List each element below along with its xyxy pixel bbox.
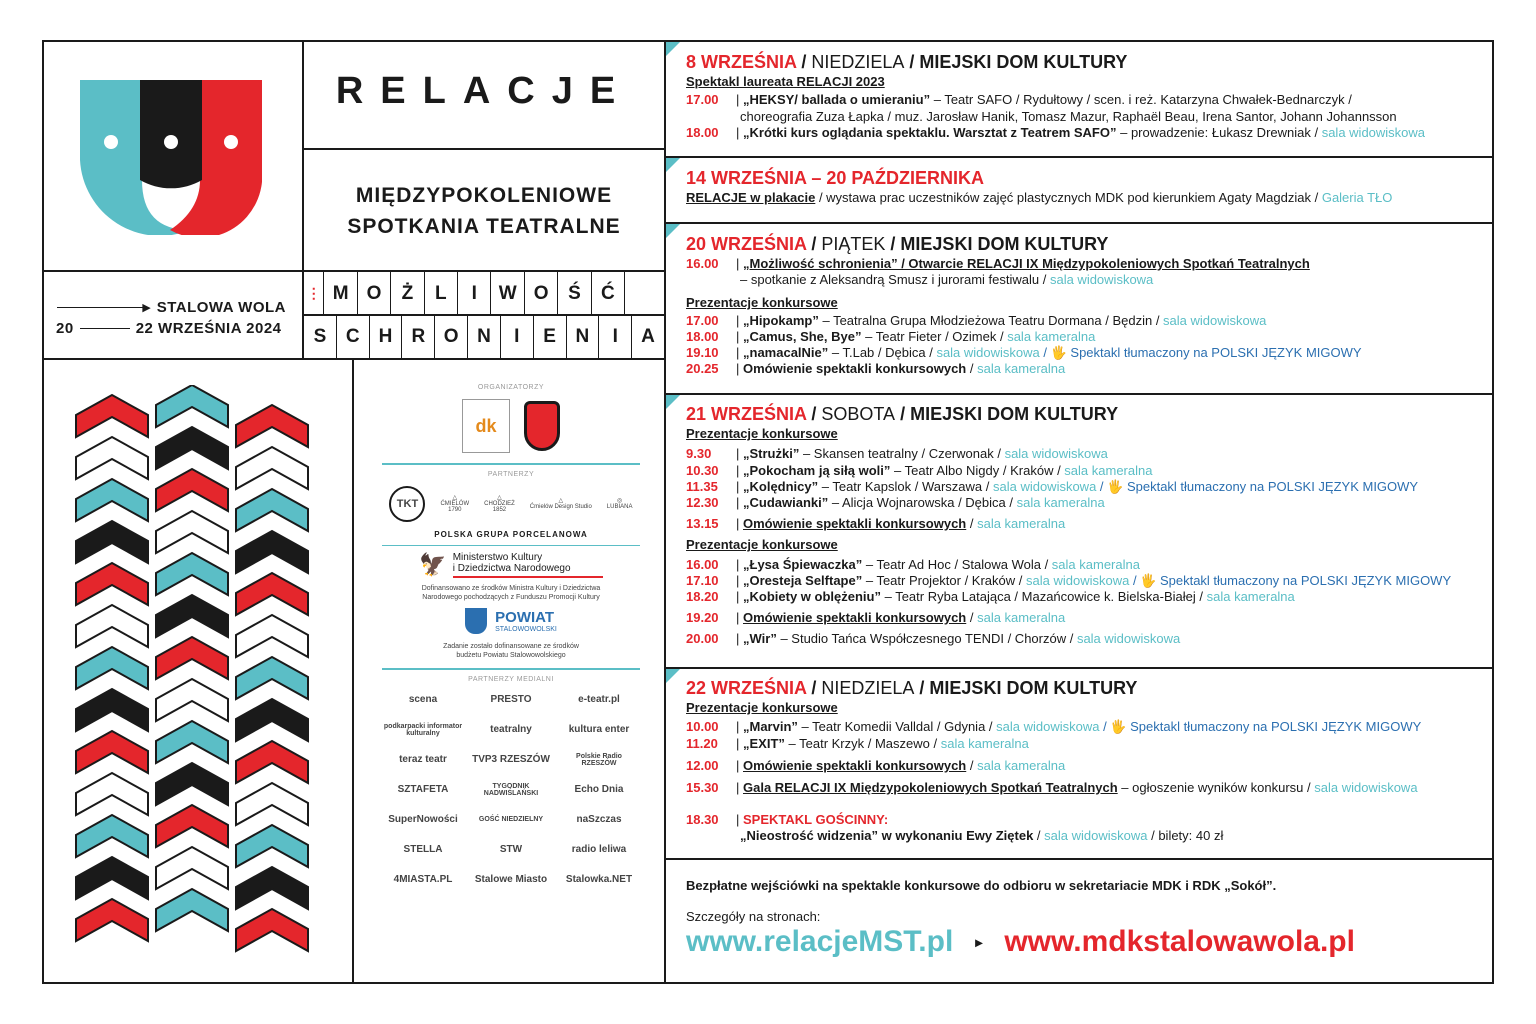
motto-grid (304, 272, 664, 358)
house-shape (156, 427, 228, 469)
design-logo: △ Ćmielów Design Studio (529, 498, 592, 510)
house-shape (236, 783, 308, 825)
section-sep-22: 22 WRZEŚNIA / NIEDZIELA / MIEJSKI DOM KULTURY Prezentacje konkursowe 10.00 | „Marvin” – Teatr Komedii Valldal / Gdynia / sala widowiskowa / 🖐 Spektakl tłumaczony na POLSKI JĘZYK MIGOWY 11.20 | „EXIT” – Teatr Krzyk / Maszewo / sala kameralna 12.00 | Omówienie spektakli konkursowych / sala kameralna 15.30 | Gala RELACJI IX Międzypokoleniowych Spotkań Teatralnych – ogłoszenie wyników konkursu / sala widowiskowa 18.30 | SPEKTAKL GOŚCINNY: „Nieostrość widzenia” w wykonaniu Ewy Ziętek / sala widowiskowa / bilety: 40 zł (686, 680, 1486, 845)
section-sep-21: 21 WRZEŚNIA / SOBOTA / MIEJSKI DOM KULTURY Prezentacje konkursowe 9.30 | „Strużki” – Skansen teatralny / Czerwonak / sala widowiskowa 10.30 | „Pokocham ją siłą woli” – Teatr Albo Nigdy / Kraków / sala kameralna 11.35 | „Kolędnicy” – Teatr Kapslok / Warszawa / sala widowiskowa / 🖐 Spektakl tłumaczony na POLSKI JĘZYK MIGOWY 12.30 | „Cudawianki” – Alicja Wojnarowska / Dębica / sala kameralna 13.15 | Omówienie spektakli konkursowych / sala kameralna Prezentacje konkursowe 16.00 | „Łysa Śpiewaczka” – Teatr Ad Hoc / Stalowa Wola / sala kameralna 17.10 | „Oresteja Selftape” – Teatr Projektor / Kraków / sala widowiskowa / 🖐 Spektakl tłumaczony na POLSKI JĘZYK MIGOWY 18.20 | „Kobiety w oblężeniu” – Teatr Ryba Latająca / Mazańcowice k. Bielska-Białej / sala kameralna 19.20 | Omówienie spektakli konkursowych / sala kameralna 20.00 | „Wir” – Studio Tańca Współczesnego TENDI / Chorzów / sala widowiskowa (686, 406, 1486, 648)
media-partner-logo: teraz teatr (399, 754, 447, 765)
house-shape (156, 511, 228, 553)
event-row: 16.00 | „Łysa Śpiewaczka” – Teatr Ad Hoc / Stalowa Wola / sala kameralna (686, 556, 1140, 572)
house-shape (156, 805, 228, 847)
event-row: 9.30 | „Strużki” – Skansen teatralny / Czerwonak / sala widowiskowa (686, 446, 1108, 462)
event-row: 11.35 | „Kolędnicy” – Teatr Kapslok / Warszawa / sala widowiskowa / 🖐 Spektakl tłumaczony na POLSKI JĘZYK MIGOWY (686, 478, 1419, 494)
house-shape (76, 605, 148, 647)
house-shape (236, 657, 308, 699)
house-shape (156, 385, 228, 427)
event-row: 11.20 | „EXIT” – Teatr Krzyk / Maszewo / sala kameralna (686, 735, 1029, 751)
section-sep-14-oct-20: 14 WRZEŚNIA – 20 PAŹDZIERNIKA RELACJE w plakacie / wystawa prac uczestników zajęć plastycznych MDK pod kierunkiem Agaty Magdziak / Galeria TŁO (686, 168, 1393, 206)
house-shape (236, 741, 308, 783)
house-shape (76, 395, 148, 437)
house-shape (76, 689, 148, 731)
event-row: 18.20 | „Kobiety w oblężeniu” – Teatr Ryba Latająca / Mazańcowice k. Bielska-Białej / sala kameralna (686, 589, 1295, 605)
eagle-icon: 🦅 (419, 552, 447, 577)
powiat-crest-icon (465, 608, 487, 634)
house-shape (76, 857, 148, 899)
house-shape (76, 521, 148, 563)
event-row: 17.10 | „Oresteja Selftape” – Teatr Projektor / Kraków / sala widowiskowa / 🖐 Spektakl tłumaczony na POLSKI JĘZYK MIGOWY (686, 572, 1452, 588)
media-partner-logo: PRESTO (490, 694, 532, 705)
house-shape (236, 489, 308, 531)
house-shape (156, 721, 228, 763)
media-partner-logo: Echo Dnia (574, 784, 624, 795)
event-row: 19.10 | „namacalNie” – T.Lab / Dębica / sala widowiskowa / 🖐 Spektakl tłumaczony na POLSKI JĘZYK MIGOWY (686, 345, 1362, 361)
media-partner-logo: SZTAFETA (397, 784, 449, 795)
house-shape (156, 553, 228, 595)
event-row: 10.00 | „Marvin” – Teatr Komedii Valldal / Gdynia / sala widowiskowa / 🖐 Spektakl tłumaczony na POLSKI JĘZYK MIGOWY (686, 719, 1422, 735)
media-partner-logo: SuperNowości (388, 814, 458, 825)
house-shape (236, 615, 308, 657)
media-partner-logo: podkarpacki informator kulturalny (383, 722, 463, 737)
house-shape (236, 825, 308, 867)
house-shape (76, 479, 148, 521)
rdk-sokol-logo (524, 401, 560, 451)
festival-subtitle: MIĘDZYPOKOLENIOWE SPOTKANIA TEATRALNE (347, 184, 621, 238)
house-shape (76, 899, 148, 941)
house-shape (156, 469, 228, 511)
house-shape (236, 699, 308, 741)
media-partner-logo: e-teatr.pl (578, 694, 620, 705)
house-shape (76, 647, 148, 689)
event-row: 18.00 | „Camus, She, Bye” – Teatr Fieter / Ozimek / sala kameralna (686, 329, 1096, 345)
house-shape (76, 563, 148, 605)
house-shape (156, 847, 228, 889)
media-partner-logo: radio leliwa (571, 844, 627, 855)
media-partner-logo: STW (499, 844, 523, 855)
media-partner-logo: TVP3 RZESZÓW (472, 754, 550, 765)
motto-row-1: ⋮ M O Ż L I W O Ś Ć (304, 272, 664, 315)
tkt-logo: TKT (389, 486, 425, 522)
media-partner-logo: STELLA (403, 844, 443, 855)
house-shape (76, 437, 148, 479)
media-partner-logo: teatralny (490, 724, 532, 735)
media-partner-logo: Polskie Radio RZESZÓW (576, 752, 622, 767)
house-shape (76, 731, 148, 773)
relacje-url-link[interactable]: www.relacjeMST.pl (686, 925, 954, 958)
house-shape (236, 405, 308, 447)
section-sep-20: 20 WRZEŚNIA / PIĄTEK / MIEJSKI DOM KULTURY 16.00 | „Możliwość schronienia” / Otwarcie RELACJI IX Międzypokoleniowych Spotkań Teatralnych – spotkanie z Aleksandrą Smusz i jurorami festiwalu / sala widowiskowa Prezentacje konkursowe 17.00 | „Hipokamp” – Teatralna Grupa Młodzieżowa Teatru Dormana / Będzin / sala widowiskowa 18.00 | „Camus, She, Bye” – Teatr Fieter / Ozimek / sala kameralna 19.10 | „namacalNie” – T.Lab / Dębica / sala widowiskowa / 🖐 Spektakl tłumaczony na POLSKI JĘZYK MIGOWY 20.25 | Omówienie spektakli konkursowych / sala kameralna (686, 236, 1486, 378)
event-row: 20.25 | Omówienie spektakli konkursowych / sala kameralna (686, 361, 1066, 377)
lubiana-logo: ◎ LUBIANA (606, 498, 633, 510)
house-shape (156, 763, 228, 805)
house-shape (236, 531, 308, 573)
event-row: 12.30 | „Cudawianki” – Alicja Wojnarowska / Dębica / sala kameralna (686, 495, 1105, 511)
section-sep-8: 8 WRZEŚNIA / NIEDZIELA / MIEJSKI DOM KULTURY Spektakl laureata RELACJI 2023 17.00 | „HEKSY/ ballada o umieraniu” – Teatr SAFO / Rydułtowy / scen. i reż. Katarzyna Chwałek-Bednarczyk / choreografia Zuza Łapka / muz. Jarosław Hanik, Tomasz Mazur, Raphaël Beau, Irena Santor, Johann Johannsson 18.00 | „Krótki kurs oglądania spektaklu. Warsztat z Teatrem SAFO” – prowadzenie: Łukasz Drewniak / sala widowiskowa (686, 52, 1426, 140)
house-shape (236, 867, 308, 909)
houses-artwork (72, 385, 332, 953)
media-partner-logo: 4MIASTA.PL (393, 874, 453, 885)
media-partner-logo: scena (408, 694, 438, 705)
house-shape (236, 909, 308, 951)
media-partner-logo: TYGODNIK NADWIŚLAŃSKI (483, 782, 539, 797)
media-partner-logo: naSzczas (576, 814, 622, 825)
relacje-logo (80, 80, 262, 235)
cmielow-logo: △ ĆMIELÓW 1790 (440, 495, 470, 513)
chodziez-logo: △ CHODZIEŻ 1852 (484, 495, 515, 513)
house-shape (76, 773, 148, 815)
motto-row-2: S C H R O N I E N I A (304, 315, 664, 358)
event-row: 17.00 | „Hipokamp” – Teatralna Grupa Młodzieżowa Teatru Dormana / Będzin / sala widowiskowa (686, 312, 1267, 328)
city-dates: ▸ STALOWA WOLA 20 22 WRZEŚNIA 2024 (56, 299, 286, 337)
house-shape (236, 573, 308, 615)
house-shape (156, 679, 228, 721)
media-partner-logo: Stalowe Miasto (474, 874, 548, 885)
house-shape (76, 815, 148, 857)
mdk-logo: dk (462, 399, 510, 453)
house-shape (236, 447, 308, 489)
footer-urls: www.relacjeMST.pl ▸ www.mdkstalowawola.pl (686, 925, 1355, 958)
mdk-url-link[interactable]: www.mdkstalowawola.pl (1004, 925, 1355, 958)
event-row: 10.30 | „Pokocham ją siłą woli” – Teatr Albo Nigdy / Kraków / sala kameralna (686, 462, 1153, 478)
house-shape (156, 595, 228, 637)
arrow-icon (57, 307, 143, 309)
media-partners (382, 689, 640, 891)
festival-title: RELACJE (335, 70, 633, 112)
house-shape (156, 637, 228, 679)
media-partner-logo: GOŚĆ NIEDZIELNY (478, 816, 544, 823)
house-shape (156, 889, 228, 931)
footer-note: Bezpłatne wejściówki na spektakle konkursowe do odbioru w sekretariacie MDK i RDK „Sokół”. Szczegóły na stronach: (686, 878, 1277, 924)
media-partner-logo: Stalowka.NET (565, 874, 633, 885)
sponsors-panel: ORGANIZATORZY dk PARTNERZY TKT △ ĆMIELÓW 1790 △ CHODZIEŻ 1852 △ Ćmielów Design Studio ◎ LUBIANA POLSKA GRUPA PORCELANOWA 🦅 Ministerstwo Kultury i Dziedzictwa Narodowego Dofinansowano ze środków Ministra Kultury i Dziedzictwa Narodowego pochodzących z Funduszu Promocji Kultury POWIAT STALOWOWOLSKI Zadanie zostało dofinansowane ze środków budżetu Powiatu Stalowowolskiego PARTNERZY MEDIALNI scena PRESTO e-teatr.pl podkarpacki informator kulturalny teatralny kultura enter teraz teatr TVP3 RZESZÓW Polskie Radio RZESZÓW SZTAFETA TYGODNIK NADWIŚLAŃSKI Echo Dnia SuperNowości GOŚĆ NIEDZIELNY naSzczas STELLA STW radio leliwa 4MIASTA.PL Stalowe Miasto Stalowka.NET (382, 380, 640, 960)
media-partner-logo: kultura enter (568, 724, 630, 735)
